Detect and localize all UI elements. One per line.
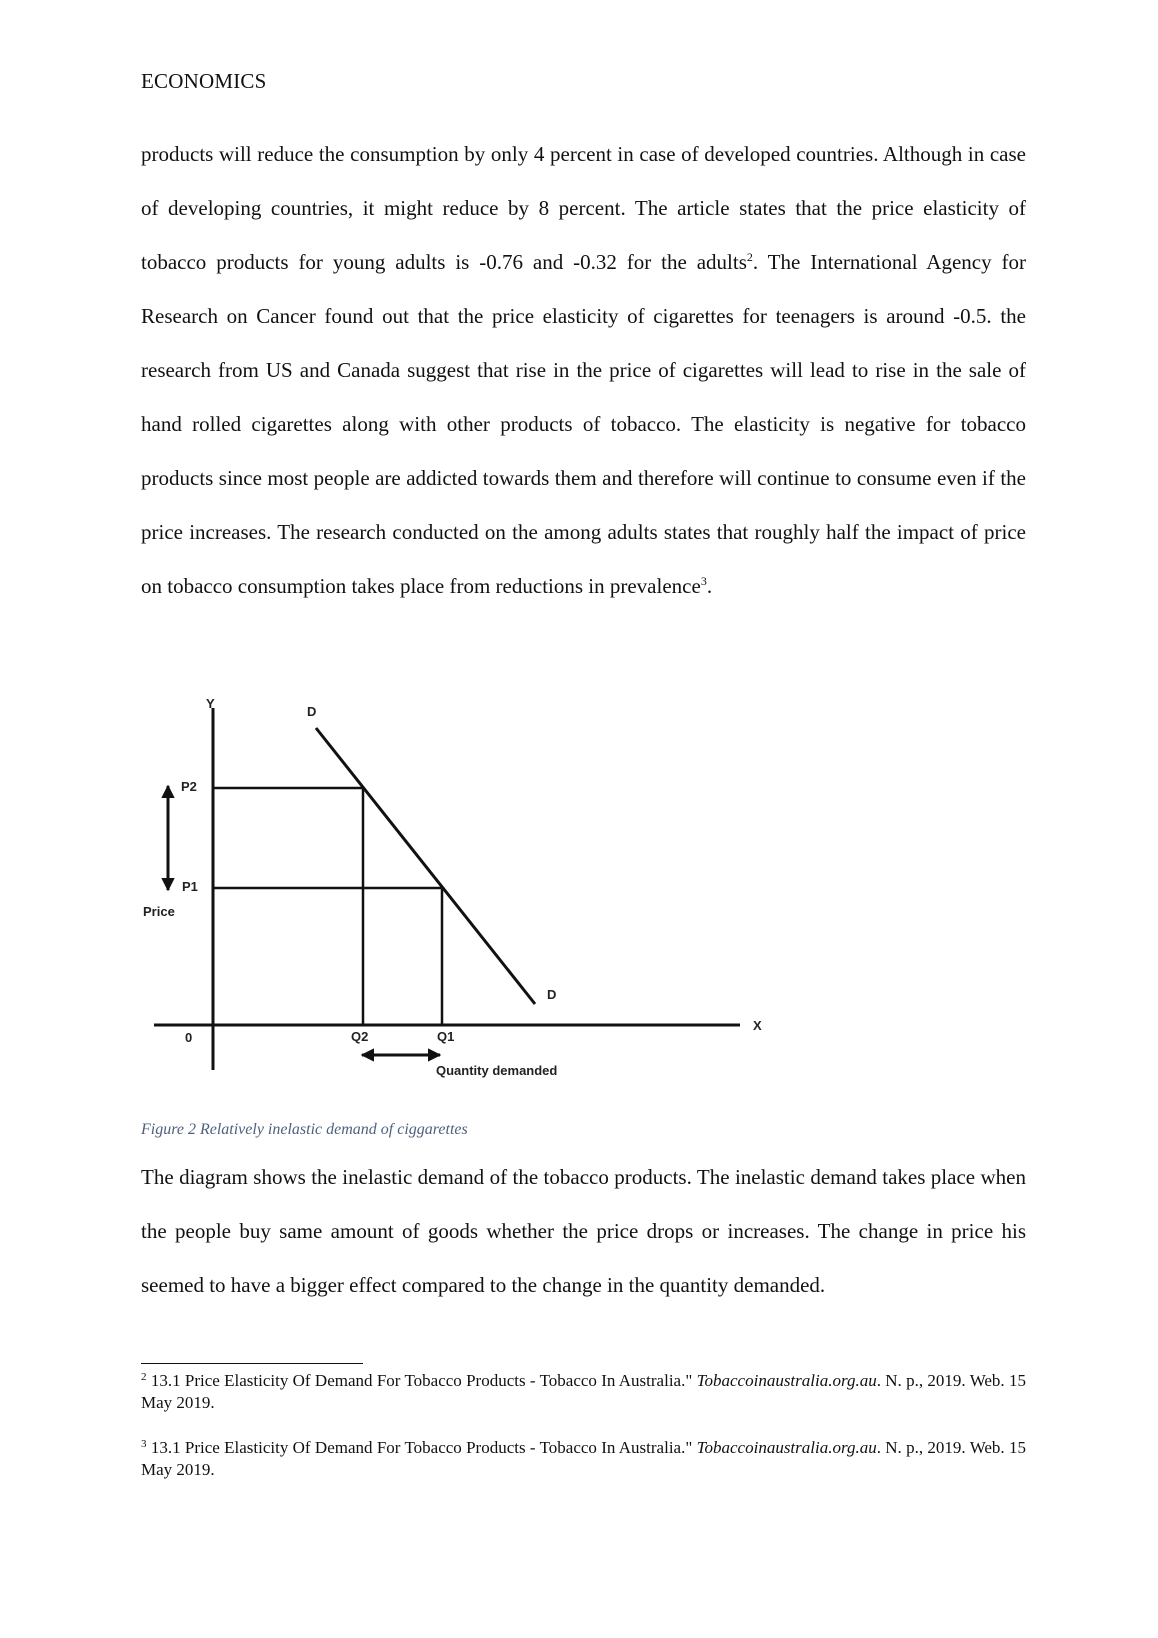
footnote-3 xyxy=(141,1437,1026,1481)
footnote-number: 2 xyxy=(141,1371,147,1383)
quantity-label: Quantity demanded xyxy=(436,1063,558,1078)
footnote-tail: . N. p., 2019. Web. 15 May 2019. xyxy=(141,1438,1026,1479)
demand-diagram-svg xyxy=(140,694,780,1084)
footnote-tail: . N. p., 2019. Web. 15 May 2019. xyxy=(141,1371,1026,1412)
footnote-separator xyxy=(141,1363,363,1364)
paragraph-text: . The International Agency for Research on Cancer found out that the price elasticity of cigarettes for teenagers is around -0.5. the research from US and Canada suggest that rise in the price of cigarettes will lead to rise in the sale of hand rolled cigarettes along with other products of tobacco. The elasticity is negative for tobacco products since most people are addicted towards them and therefore will continue to consume even if the price increases. The research conducted on the among adults states that roughly half the impact of price on tobacco consumption takes place from reductions in prevalence xyxy=(141,250,1026,598)
footnote-ref[interactable]: 3 xyxy=(700,574,707,588)
footnote-source: Tobaccoinaustralia.org.au xyxy=(696,1371,877,1390)
p1-label: P1 xyxy=(182,879,198,894)
footnote-2 xyxy=(141,1370,1026,1414)
x-axis-label: X xyxy=(753,1018,762,1033)
q1-label: Q1 xyxy=(437,1029,455,1044)
demand-label-top: D xyxy=(307,704,317,719)
footnote-number: 3 xyxy=(141,1438,147,1450)
demand-label-bottom: D xyxy=(547,987,557,1002)
origin-label: 0 xyxy=(185,1030,193,1045)
page-header: ECONOMICS xyxy=(141,69,267,93)
paragraph-text: . xyxy=(706,574,713,598)
footnote-text: 13.1 Price Elasticity Of Demand For Tobacco Products - Tobacco In Australia." xyxy=(146,1438,697,1457)
q2-label: Q2 xyxy=(351,1029,369,1044)
paragraph-text: products will reduce the consumption by only 4 percent in case of developed countries. Although in case of developing countries, it might reduce by 8 percent. The article states that the price elasticity of tobacco products for young adults is -0.76 and -0.32 for the adults xyxy=(141,142,1026,274)
footnote-ref[interactable]: 2 xyxy=(746,250,753,264)
p2-label: P2 xyxy=(181,779,197,794)
footnote-source: Tobaccoinaustralia.org.au xyxy=(696,1438,877,1457)
figure-caption: Figure 2 Relatively inelastic demand of ciggarettes xyxy=(141,1121,468,1138)
demand-diagram xyxy=(140,694,780,1084)
body-paragraph-2: The diagram shows the inelastic demand of the tobacco products. The inelastic demand takes place when the people buy same amount of goods whether the price drops or increases. The change in price his seemed to have a bigger effect compared to the change in the quantity demanded. xyxy=(141,1165,1026,1297)
price-label: Price xyxy=(143,904,175,919)
y-axis-label: Y xyxy=(206,696,215,711)
footnote-text: 13.1 Price Elasticity Of Demand For Tobacco Products - Tobacco In Australia." xyxy=(146,1371,697,1390)
demand-curve xyxy=(316,728,535,1004)
body-paragraph-1 xyxy=(141,127,1026,613)
